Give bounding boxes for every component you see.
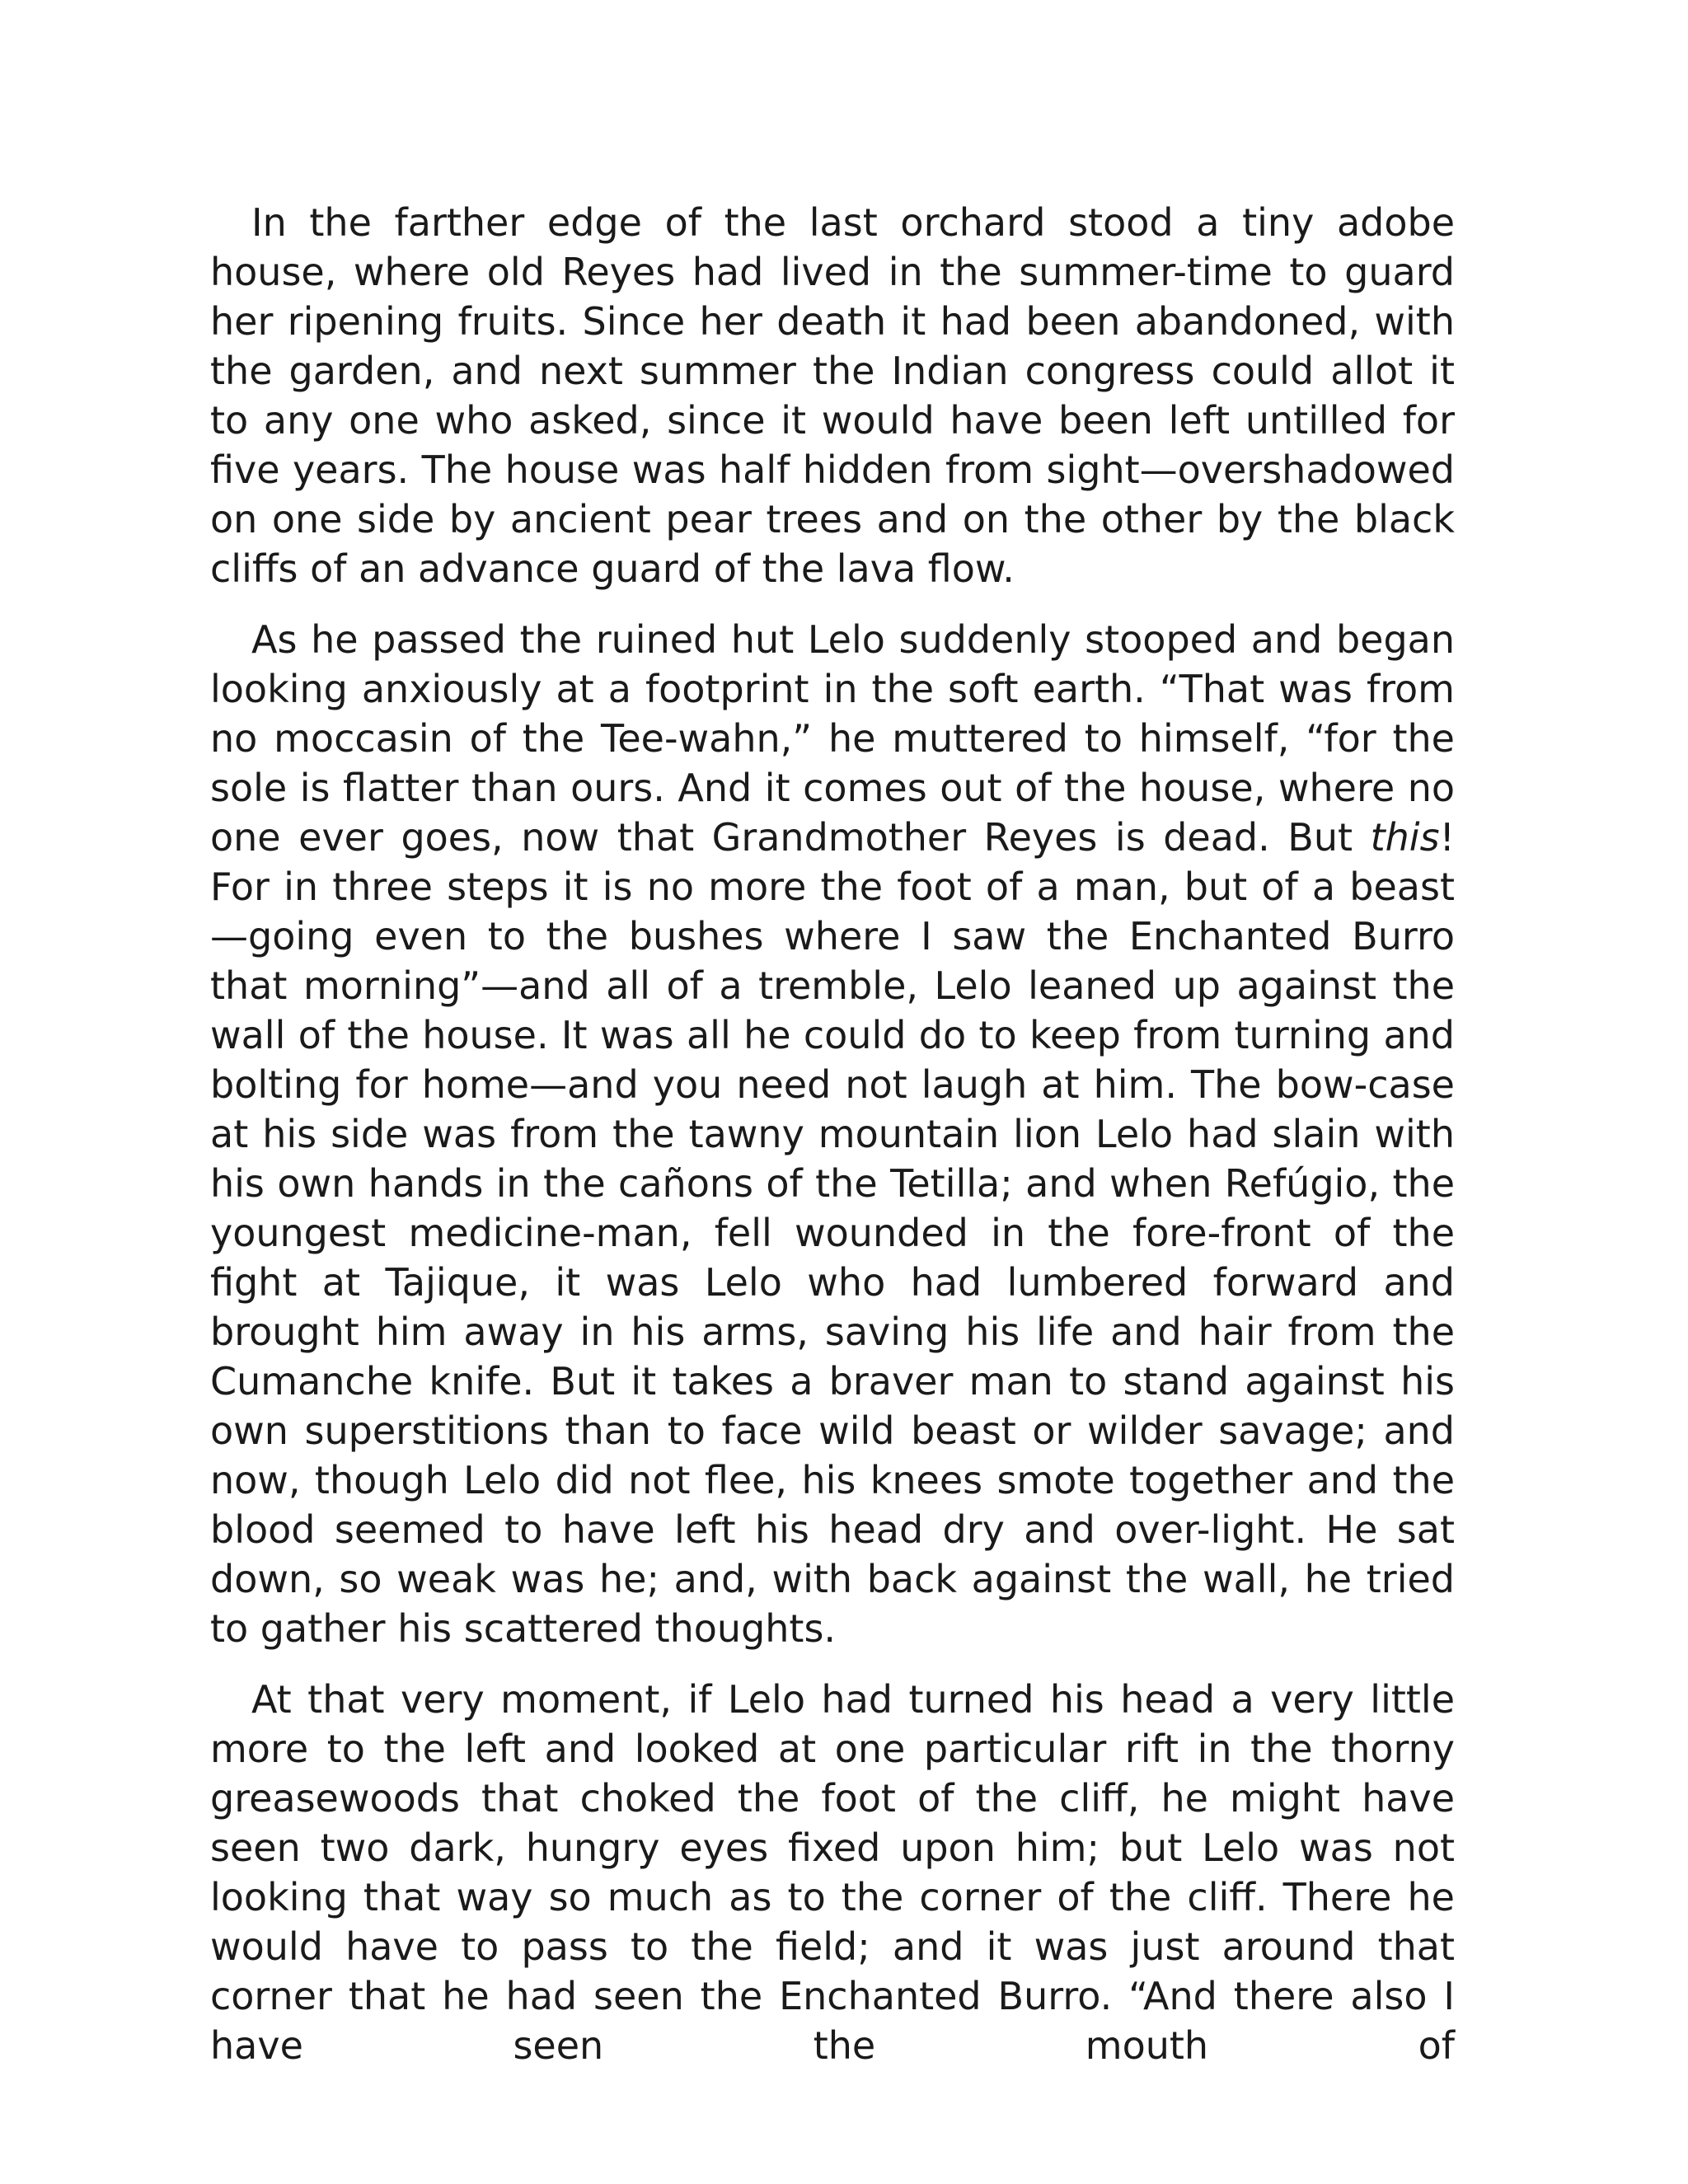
body-text xyxy=(210,198,1455,2092)
paragraph-1 xyxy=(210,198,1455,593)
paragraph-2-text-b: ! For in three steps it is no more the foot of a man, but of a beast—going even to the bushes where I saw the Enchanted Burro that morning”—and all of a tremble, Lelo leaned up against the wall of the house. It was all he could do to keep from turning and bolting for home—and you need not laugh at him. The bow-case at his side was from the tawny mountain lion Lelo had slain with his own hands in the cañons of the Tetilla; and when Refúgio, the youngest medicine-man, fell wounded in the fore-front of the fight at Tajique, it was Lelo who had lumbered forward and brought him away in his arms, saving his life and hair from the Cumanche knife. But it takes a braver man to stand against his own superstitions than to face wild beast or wilder savage; and now, though Lelo did not flee, his knees smote together and the blood seemed to have left his head dry and over-light. He sat down, so weak was he; and, with back against the wall, he tried to gather his scattered thoughts. xyxy=(210,815,1455,1651)
paragraph-2-italic-word: this xyxy=(1370,815,1440,860)
paragraph-2 xyxy=(210,615,1455,1653)
paragraph-1-text: In the farther edge of the last orchard stood a tiny adobe house, where old Reyes had lived in the summer-time to guard her ripening fruits. Since her death it had been abandoned, with the garden, and next summer the Indian congress could allot it to any one who asked, since it would have been left untilled for five years. The house was half hidden from sight—overshadowed on one side by ancient pear trees and on the other by the black cliffs of an advance guard of the lava flow. xyxy=(210,200,1455,591)
paragraph-3 xyxy=(210,1675,1455,2070)
paragraph-2-text-a: As he passed the ruined hut Lelo suddenly stooped and began looking anxiously at a footprint in the soft earth. “That was from no moccasin of the Tee-wahn,” he muttered to himself, “for the sole is flatter than ours. And it comes out of the house, where no one ever goes, now that Grandmother Reyes is dead. But xyxy=(210,617,1455,860)
paragraph-3-text: At that very moment, if Lelo had turned his head a very little more to the left and looked at one particular rift in the thorny greasewoods that choked the foot of the cliff, he might have seen two dark, hungry eyes fixed upon him; but Lelo was not looking that way so much as to the corner of the cliff. There he would have to pass to the field; and it was just around that corner that he had seen the Enchanted Burro. “And there also I have seen the mouth of xyxy=(210,1677,1455,2068)
